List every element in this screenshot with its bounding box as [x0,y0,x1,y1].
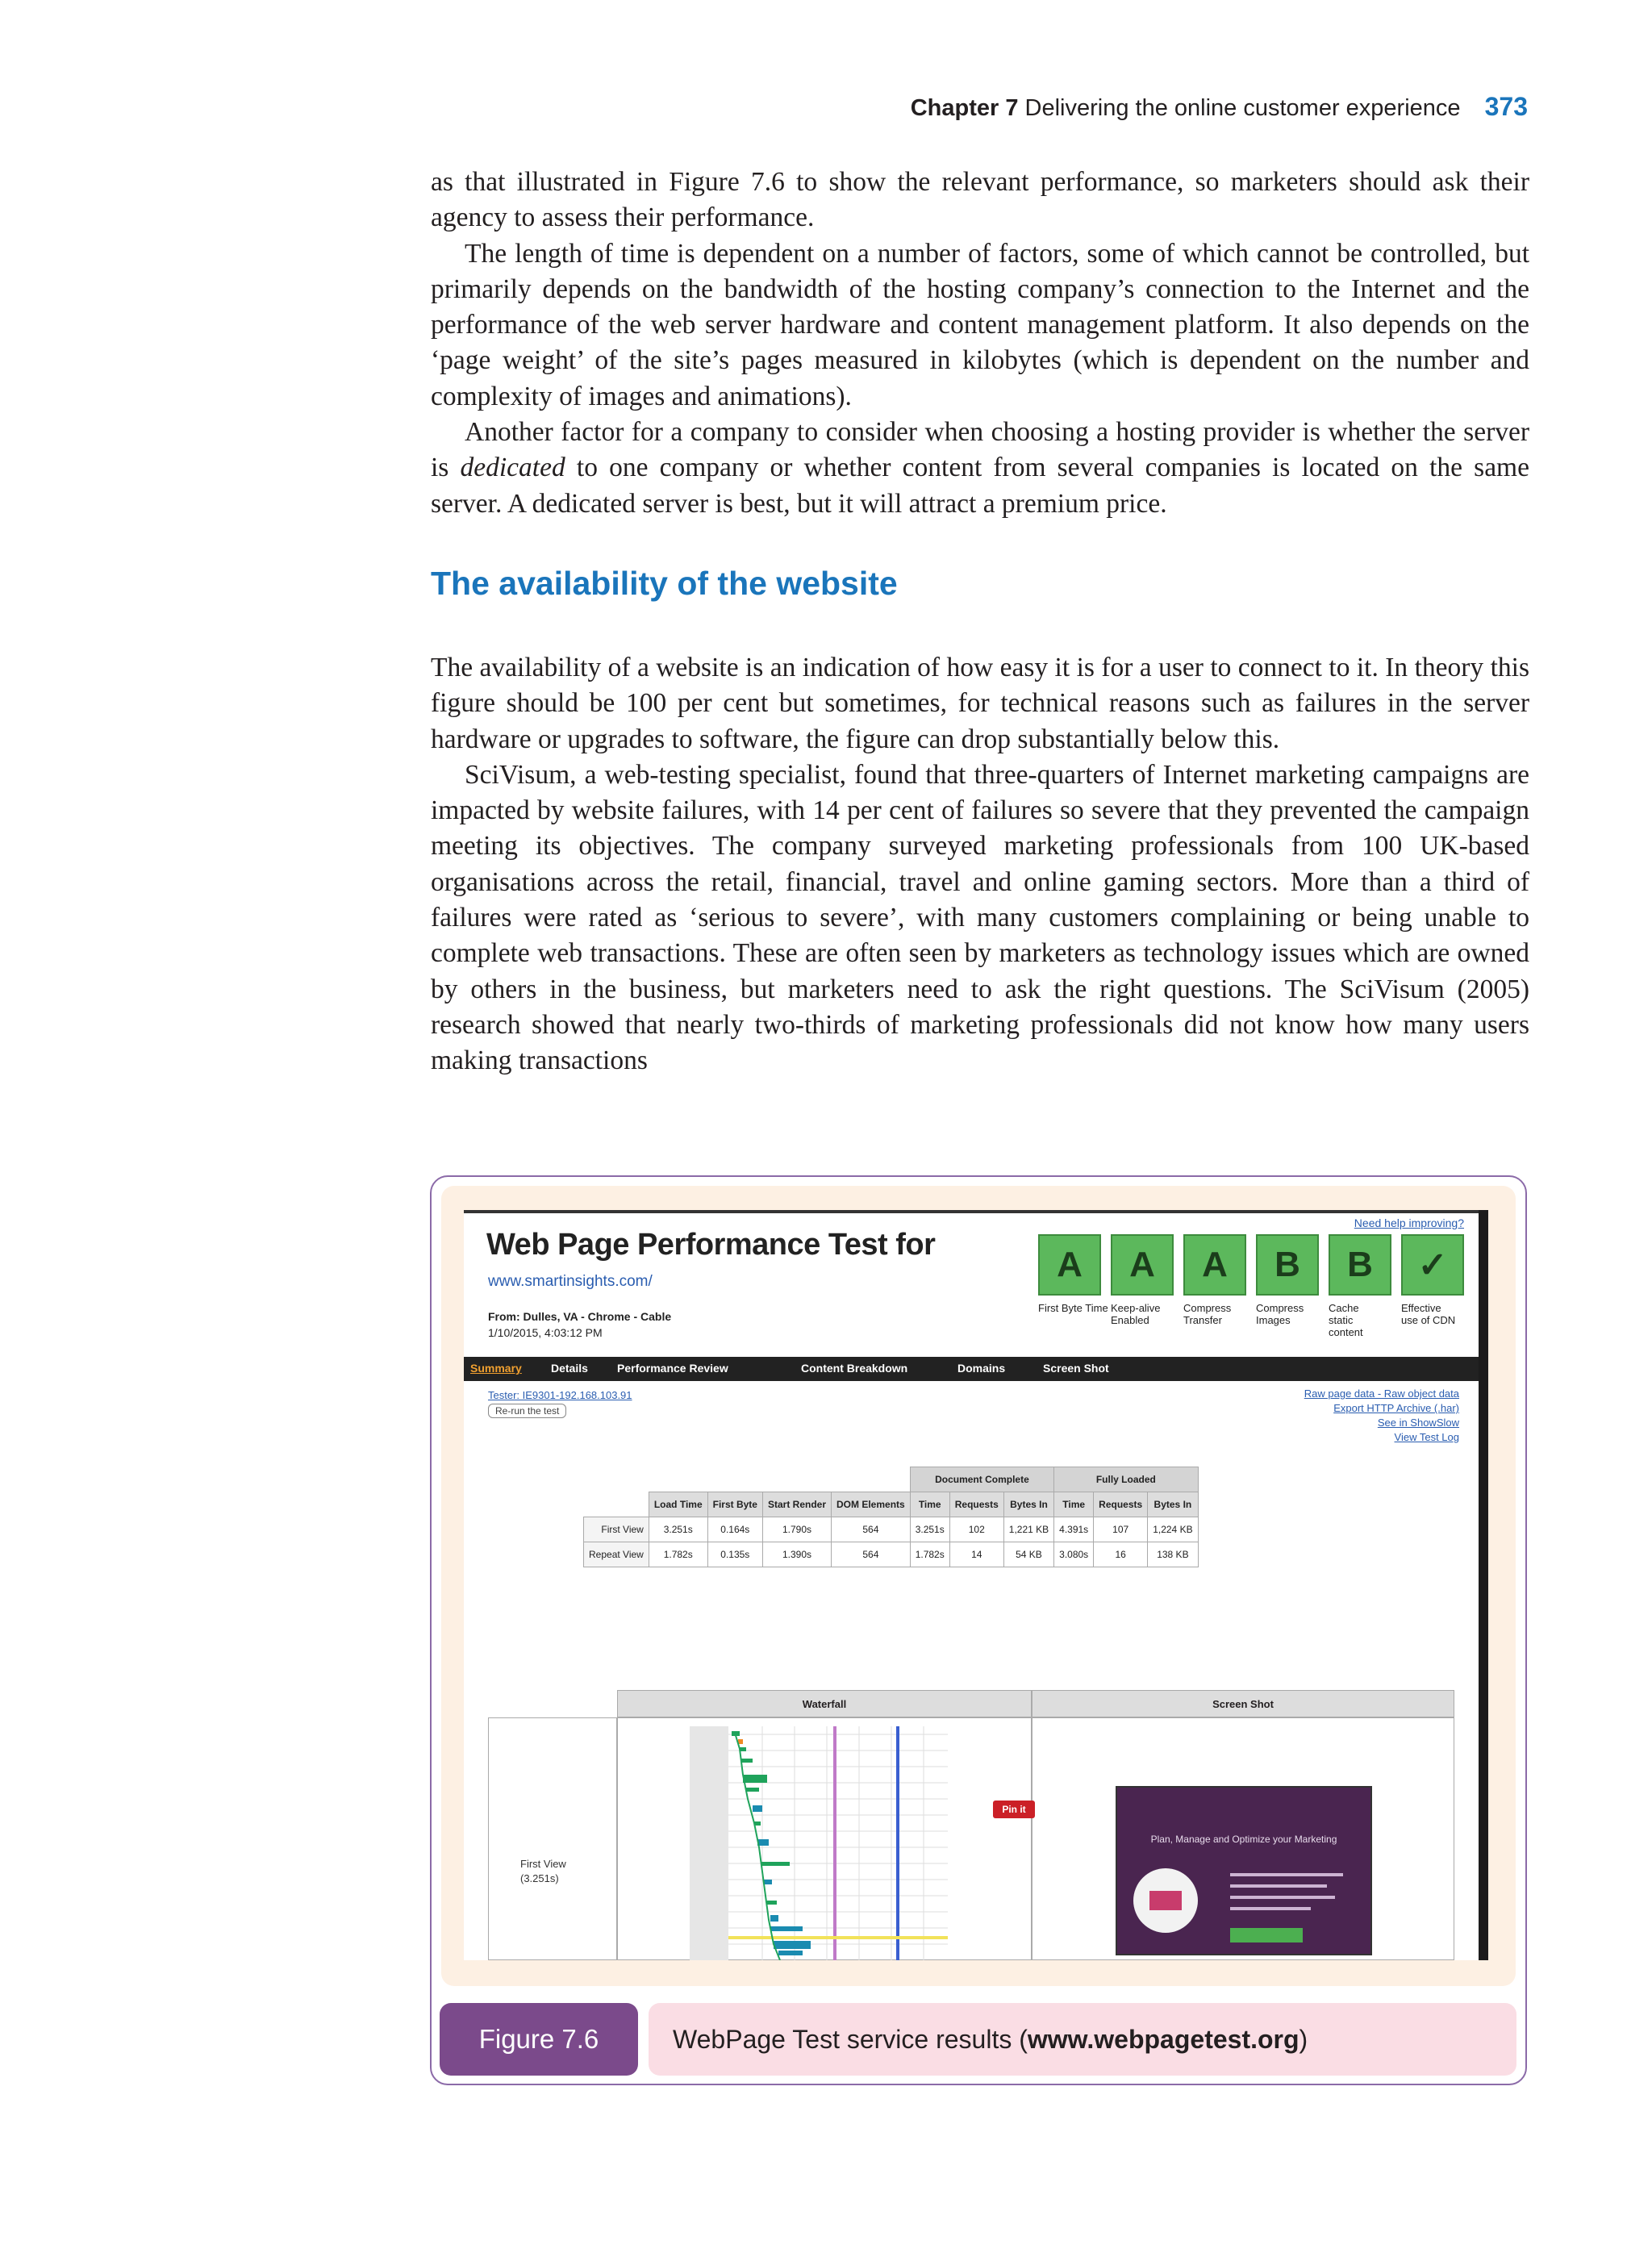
test-title: Web Page Performance Test for [486,1228,936,1262]
first-view-text: First View [520,1858,566,1870]
col-header: Bytes In [1148,1492,1198,1517]
figure-caption [649,2003,1516,2076]
table-cell: 3.251s [649,1517,707,1542]
nav-content-breakdown[interactable]: Content Breakdown [801,1362,908,1375]
thumbnail-headline: Plan, Manage and Optimize your Marketing [1150,1834,1337,1845]
table-cell: 54 KB [1003,1542,1053,1567]
table-cell: 564 [832,1542,911,1567]
table-cell: 4.391s [1054,1517,1094,1542]
page-number: 373 [1484,92,1528,121]
nav-details[interactable]: Details [551,1362,588,1375]
grade-first-byte[interactable]: A [1038,1234,1101,1296]
table-cell: 0.135s [707,1542,762,1567]
caption-suffix: ) [1299,2024,1308,2054]
paragraph: The length of time is dependent on a number of factors, some of which cannot be controlled, but primarily depends on the bandwidth of the hosting company’s connection to the Internet and the performance of the web server hardware and content management platform. It also depends on the ‘page weight’ of the site’s pages measured in kilobytes (which is dependent on the number and complexity of images and animations). [431,238,1529,411]
thumbnail-image [1149,1891,1182,1910]
thumbnail-graphics [1133,1868,1359,1949]
thumbnail-cta [1230,1928,1303,1942]
grade-cache-static[interactable]: B [1329,1234,1391,1296]
screenshot-right-border [1479,1210,1488,1960]
table-cell: 102 [949,1517,1003,1542]
export-har-link[interactable]: Export HTTP Archive (.har) [1333,1402,1459,1414]
results-table [583,1467,1199,1567]
rerun-test-button[interactable]: Re-run the test [488,1404,566,1418]
webpagetest-screenshot [464,1210,1488,1960]
row-label: First View [584,1517,649,1542]
chapter-number: Chapter 7 [910,95,1019,121]
col-header: Requests [949,1492,1003,1517]
table-cell: 16 [1094,1542,1148,1567]
grade-label: First Byte Time [1038,1302,1108,1314]
first-view-time: (3.251s) [520,1872,559,1884]
table-cell: 1.782s [649,1542,707,1567]
nav-performance-review[interactable]: Performance Review [617,1362,728,1375]
table-cell: 0.164s [707,1517,762,1542]
waterfall-chart [690,1726,948,1960]
col-header: First Byte [707,1492,762,1517]
screenshot-top-border [464,1210,1488,1213]
col-header: DOM Elements [832,1492,911,1517]
document-complete-header: Document Complete [910,1467,1053,1492]
pin-it-button[interactable]: Pin it [993,1801,1035,1818]
paragraph-text: Another factor for a company to consider when choosing a hosting provider is whether the server is [431,417,1529,483]
emphasis-dedicated: dedicated [460,453,565,483]
paragraph: SciVisum, a web-testing specialist, found that three-quarters of Internet marketing campaigns are impacted by website failures, with 14 per cent of failures so severe that they prevented the campaign meeting its objectives. The company surveyed marketing professionals from 100 UK-based organisations across the retail, financial, travel and online gaming sectors. More than a third of failures were rated as ‘serious to severe’, with many customers complaining or being unable to complete web transactions. These are often seen by marketers as technology issues which are owned by others in the business, but marketers need to ask the right questions. The SciVisum (2005) research showed that nearly two-thirds of marketing professionals did not know how many users making transactions [431,759,1529,1076]
body-text-block-1 [431,165,1529,522]
table-cell: 138 KB [1148,1542,1198,1567]
fully-loaded-header: Fully Loaded [1054,1467,1198,1492]
showslow-link[interactable]: See in ShowSlow [1377,1417,1459,1429]
nav-screen-shot[interactable]: Screen Shot [1043,1362,1109,1375]
table-cell: 1.790s [762,1517,831,1542]
waterfall-bars [732,1731,811,1955]
grade-label: Compress Transfer [1183,1302,1232,1326]
col-header: Requests [1094,1492,1148,1517]
test-date: 1/10/2015, 4:03:12 PM [488,1326,603,1339]
test-location: From: Dulles, VA - Chrome - Cable [488,1310,672,1323]
test-nav-bar [464,1357,1479,1381]
view-label-panel [488,1717,617,1960]
table-cell: 3.251s [910,1517,949,1542]
col-header: Load Time [649,1492,707,1517]
table-cell: 14 [949,1542,1003,1567]
table-cell: 1.782s [910,1542,949,1567]
raw-data-links[interactable]: Raw page data - Raw object data [1304,1387,1459,1400]
col-header: Bytes In [1003,1492,1053,1517]
grade-compress-transfer[interactable]: A [1183,1234,1246,1296]
paragraph [431,415,1529,522]
waterfall-url-column [690,1726,728,1960]
col-header: Time [910,1492,949,1517]
caption-url: www.webpagetest.org [1027,2024,1299,2054]
tester-link[interactable]: Tester: IE9301-192.168.103.91 [488,1389,632,1401]
table-cell: 1.390s [762,1542,831,1567]
paragraph: as that illustrated in Figure 7.6 to show the relevant performance, so marketers should ask their agency to assess their performance. [431,167,1529,233]
table-cell: 564 [832,1517,911,1542]
screenshot-header: Screen Shot [1032,1690,1454,1717]
waterfall-header: Waterfall [617,1690,1032,1717]
nav-summary[interactable]: Summary [470,1362,522,1375]
section-heading: The availability of the website [431,565,898,602]
grade-label: Keep-alive Enabled [1111,1302,1161,1326]
table-cell: 1,224 KB [1148,1517,1198,1542]
table-row [584,1517,1199,1542]
table-cell: 3.080s [1054,1542,1094,1567]
grade-label: Cache static content [1329,1302,1363,1338]
caption-text: WebPage Test service results ( [673,2024,1028,2054]
grade-label: Compress Images [1256,1302,1304,1326]
page-screenshot-thumbnail [1116,1786,1372,1955]
grade-cdn[interactable]: ✓ [1401,1234,1464,1296]
figure-label: Figure 7.6 [440,2003,638,2076]
body-text-block-2 [431,650,1529,1079]
paragraph-text: to one company or whether content from several companies is located on the same server. A dedicated server is best, but it will attract a premium price. [431,453,1529,519]
need-help-link[interactable]: Need help improving? [1354,1216,1464,1229]
row-label: Repeat View [584,1542,649,1567]
paragraph: The availability of a website is an indication of how easy it is for a user to connect to it. In theory this figure should be 100 per cent but sometimes, for technical reasons such as failures in the server hardware or upgrades to software, the figure can drop substantially below this. [431,653,1529,754]
col-header: Start Render [762,1492,831,1517]
table-row [584,1542,1199,1567]
test-log-link[interactable]: View Test Log [1394,1431,1459,1443]
table-cell: 107 [1094,1517,1148,1542]
grade-keep-alive[interactable]: A [1111,1234,1174,1296]
table-cell: 1,221 KB [1003,1517,1053,1542]
first-view-label [520,1857,566,1886]
col-header: Time [1054,1492,1094,1517]
tested-url-link[interactable]: www.smartinsights.com/ [488,1273,653,1290]
nav-domains[interactable]: Domains [957,1362,1006,1375]
chapter-title: Delivering the online customer experience [1024,95,1461,121]
running-head [0,92,1528,122]
grade-compress-images[interactable]: B [1256,1234,1319,1296]
grade-label: Effective use of CDN [1401,1302,1456,1326]
